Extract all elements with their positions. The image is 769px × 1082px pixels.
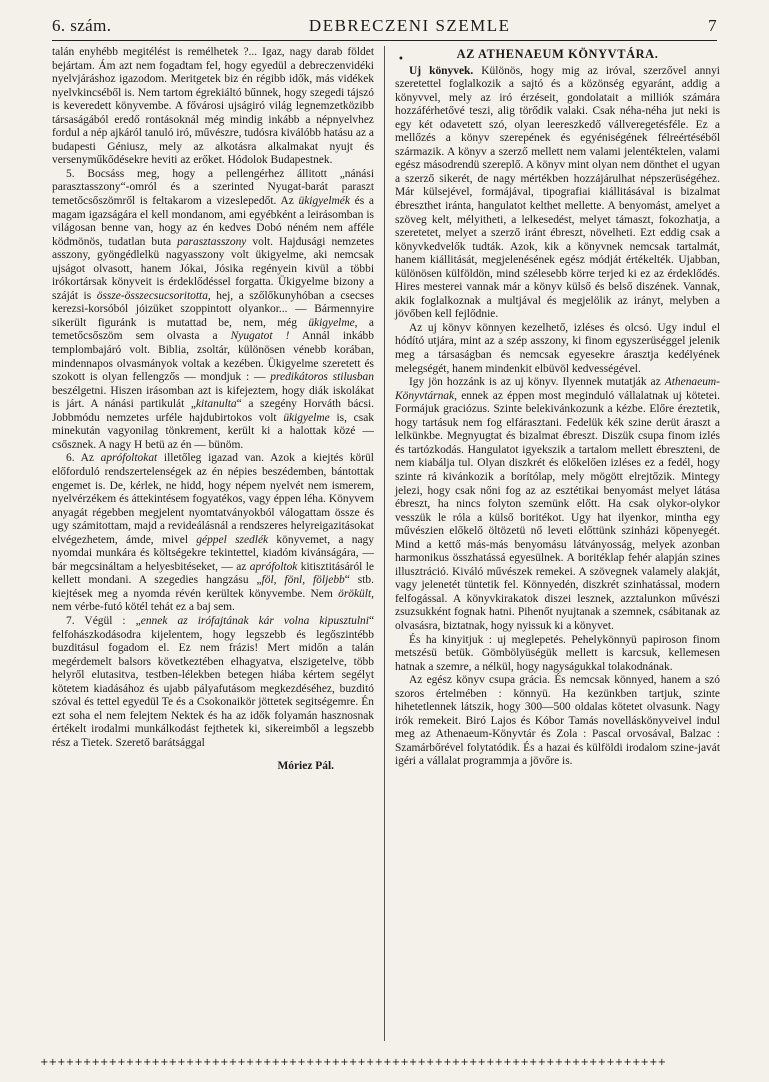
journal-title: DEBRECZENI SZEMLE (308, 16, 511, 35)
article-title: AZ ATHENAEUM KÖNYVTÁRA. (456, 47, 659, 61)
paragraph-6: 6. Az aprófoltokat illetőleg igazad van. Azok a kiejtés körül előforduló rendszertelenségek az én népies beszédemben, bántottak engemet is. De, kérlek, ne hidd, hogy népem nyelvét nem ismerem, nyelvérzékem és áttekintésem fogyatékos, vagy éppen léha. Könyvem anyagát régebben megjelent nyomtatványokból válogattam össze és ugy számitottam, majd a revideálásnál a rendszeres helyreigazitásokat elvégezhetem, ámde, mivel géppel szedlék könyvemet, a nagy nyomdai munkára és költségekre tekintettel, kiadóm kivánságára, — bár megcsináltam a helyesbitéseket, — az aprófoltok kitisztitásáról le kellett mondani. A szegedies hangzásu „föl, fönl, följebb“ stb. kiejtések meg a nyomda révén kerültek könyvembe. Nem örökült, nem vérbe-futó kötél tehát ez a baj sem. (52, 452, 374, 614)
issue-number: 6. szám. (52, 16, 112, 35)
bullet-mark: • (398, 54, 404, 65)
decorative-cross-rule: +++++++++++++++++++++++++++++++++++++++++++++++++++++++++++++++++++++++++ (40, 1057, 667, 1068)
author-signature: Móriez Pál. (277, 760, 334, 773)
page-number: 7 (708, 16, 717, 35)
column-divider (384, 46, 385, 1041)
article-paragraph-4: És ha kinyitjuk : uj meglepetés. Pehelykönnyü papiroson finom metszésü betük. Gömbölyüségük mellett is karcsuk, kellemesen hatnak a szemre, a nélkül, hogy nagyságukkal tolakodnának. (395, 633, 720, 673)
article-paragraph-2: Az uj könyv könnyen kezelhető, izléses és olcsó. Ugy indul el hódító utjára, mint az a szép asszony, ki finom egyszerüséggel jelenik meg a társaságban és nemcsak egyesekre árasztja kedélyének melegségét, hanem mindenkit elbüvöl kedvességével. (395, 321, 720, 375)
header-rule (52, 40, 717, 41)
page-header (52, 14, 717, 38)
article-paragraph-3: Igy jön hozzánk is az uj könyv. Ilyennek mutatják az Athenaeum-Könyvtárnak, ennek az éppen most meginduló vállalatnak uj kötetei. Formájuk graciózus. Szinte belekivánkozunk a kézbe. Előre éreztetik, hogy tartásuk nem fog elfárasztani. Fedelük kék szine derüt áraszt a lelkünkbe. Megnyugtat és bizalmat ébreszt. Diszük csupa finom izlés és tartózkodás. Hangulatot igyekszik a tartalom mellett ébreszteni, de nem kiabálja tul. Olyan diszkrét és előkelően izléses ez a fedél, hogy szinte rá kivánkozik a borítólap, mely mögött elrejtőzik. Mintegy jelezi, hogy csak nőni fog az az esztétikai benyomást melyet látása ébreszt, ha nincs folyton szemünk előtt. Ha csak olykor-olykor vesszük le róla a külső boritékot. Ugy hat ilyenkor, mintha egy művészien előkelő öltözetü nő leveti előttünk szinházi köpenyegét. Mind a kettő más-más benyomásu látványosság, melyek azonban harmonikus összhatássá egyesülnek. A boritéklap fehér alapján szines illusztráció. Kiváló művészek remekei. A szövegnek valamely alakját, vagy jelenetét tüntetik fel. Könnyedén, diszkrét szinhatással, modern felfogással. A könyvkirakatok diszei lesznek, azztalunkon művészi zsuzsukként fognak hatni. Pihenőt nyujtanak a szemnek, csábitanak az olvasásra, biztatnak, hogy nyissuk ki a könyvet. (395, 376, 720, 632)
left-column (52, 46, 374, 1056)
article-paragraph-1: Uj könyvek. Különös, hogy mig az iróval, szerzővel annyi szeretettel foglalkozik a sajtó és a közönség egyaránt, addig a könyvvel, mely az iró érzéseit, gondolatait a milliók számára hozzáférhetővé teszi, alig törődik valaki. Csak néha-néha jut neki is egy két odavetett szó, olyan leereszkedő vállveregetésféle. Ez a mellőzés a könyv szerepének és egyéniségének félreértéséből származik. A könyv a szerző mellett nem valami jelentéktelen, valami egész másodrendü szereplő. A könyv mint olyan nem dönthet el ugyan a szerző sikerét, de nagy mértékben hozzájárulhat népszerüségéhez. Már külsejével, formájával, tipografiai kiállitásával is bizalmat ébreszthet iránta, hangulatot kelthet mellette. A benyomást, amelyet a szöveg kelt, mélyitheti, a lelkesedést, melyet támaszt, fokozhatja, a szeretetet, melyet a szerző iránt ébreszt, növelheti. Ezt eddig csak a könyvkedvelők tudták. Azok, kik a könyvnek nemcsak tartalmát, hanem kiállitását, megjelenésének egész módját értékelték. Ujabban, különösen külföldön, mind szélesebb körre terjed ki ez az érdeklődés. Hires mesterei vannak már a könyv külső és belső diszének. Vannak, akik foglalkoznak a multjával és megjelölik az irányt, melyben a jövőben kell fejlődnie. (395, 64, 720, 321)
paragraph-5: 5. Bocsáss meg, hogy a pellengérhez állitott „nánási parasztasszony“-omról és a szerinted Nyugat-barát paraszt temetőcsőszömről is feltakarom a vizeslepedőt. Az ükigyelmék és a magam igazságára el kell mondanom, ami egyébként a leirásomban is világosan benne van, hogy az én kedves Dobó néném nem afféle ködmönös, tudatlan buta parasztasszony volt. Hajdusági nemzetes asszony, gyöngédlelkü nagyasszony volt ükigyelme, aki nemcsak ujságot olvasott, hanem Jókai, Jósika regényein kivül a többi irókortársak könyveit is érdeklődéssel forgatta. Ükigyelme bizony a száját is össze-összecsucsoritotta, hej, a szőlőkunyhóban a csecses kerezsi-korsóból jóizüket szoppintott olyankor... — Bármennyire sikerült figuránk is mutattad be, nem, még ükigyelme, a temetőcsőszöm sem olvasta a Nyugatot ! Annál inkább templombajáró volt. Biblia, zsoltár, különösen vénebb korában, mindennapos olvasmányok voltak a kezében. Ükigyelme szeretett és szokott is olyan fellengzős — mondjuk : — predikátoros stilusban beszélgetni. Hiszen irásomban azt is kifejeztem, hogy diák iskolákat is járt. A nánási partikulát „kitanulta“ a szegény Horváth bácsi. Jobbmódu nemzetes urféle hajdubirtokos volt ükigyelme is, csak minekután vagyonilag tönkrement, került ki a halottak közé — csősznek. A nagy H betü az én — bünöm. (52, 167, 374, 451)
paragraph-7: 7. Végül : „ennek az irófajtának kár volna kipusztulni“ felfohászkodásodra kijelentem, hogy legszebb és legőszintébb buzditásul fogadom el. Ez nem frázis! Mert midőn a talán megérdemelt balsors következtében elhagyatva, elszigetelve, több helyről elutasitva, testben-lélekben betegen hiába kértem segélyt kötetem kiadásához és ujabb pályafutásom megkezdéséhez, buzditó szóval és tettel egyedül Te és a Csokonaikör jöttetek segitségemre. Én ezt soha el nem felejtem Nektek és ha az idők folyamán hasznosnak értékelt irodalmi munkálkodást fejthetek ki, sikereimből a legszebb rész a Tietek. Szerető barátsággal (52, 614, 375, 749)
right-column (395, 46, 720, 1046)
paragraph-continuation: talán enyhébb megitélést is remélhetek ?... Igaz, nagy darab földet bejártam. Ám azt nem fogadtam fel, hogy egyedül a debreczenvidéki nyelvjáráshoz igazodom. Meritgetek biz én régibb idők, más vidékek nyelvkincséből is. Nem tartom égrekiáltó bűnnek, hogy szegedi tájszó is keveredett könyvembe. A fővárosi ujságiró világ legnemzetközibb társaságából eredő rontásoknál még mindig inkább a népnyelvhez fordul a nép ajkáról tanuló iró, művészre, tudósra kiválóbb hatásu az a budapesti Géniusz, mely az alkotásra alkalmakat nyujt és versenyműkődésekre heviti az erőket. Hódolok Budapestnek. (52, 46, 374, 167)
article-lead: Uj könyvek. (409, 64, 474, 77)
article-paragraph-5: Az egész könyv csupa grácia. És nemcsak könnyed, hanem a szó szoros értelmében : könnyü. Ha kezünkben tartjuk, szinte hihetetlennek látszik, hogy 300—500 oldalas kötetet olvasunk. Nagy irók remekeit. Biró Lajos és Kóbor Tamás novelláskönyveivel indul meg az Athenaeum-Könyvtár és Zola : Pascal orvosával, Balzac : Szamárbőrével folytatódik. És a hazai és külföldi irodalom szine-javát igéri a vállalat programmja a jövőre is. (395, 674, 720, 768)
